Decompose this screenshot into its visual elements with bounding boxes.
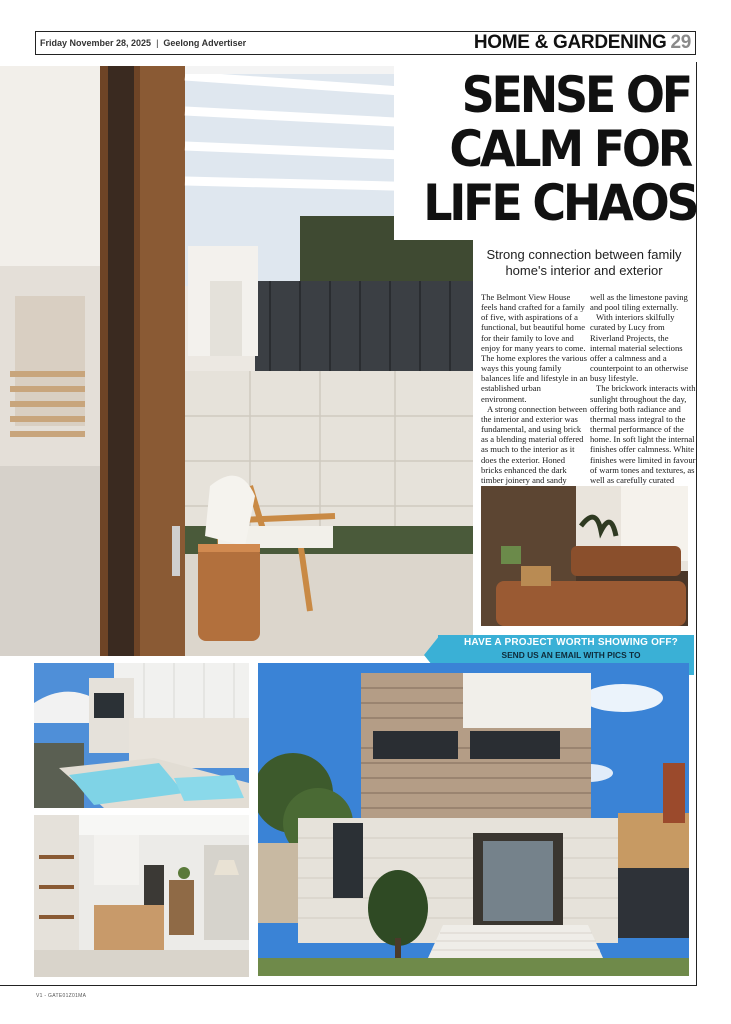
section-title bbox=[474, 32, 695, 54]
body-column-2 bbox=[590, 292, 696, 495]
masthead-separator: | bbox=[156, 38, 159, 48]
headline-line-2: CALM FOR bbox=[449, 120, 690, 178]
body-paragraph: A strong connection between the interior and exterior was fundamental, and using brick as a blending material offered as much to the interior as it does the exterior. Honed bricks enhanced the dark timber joinery and sandy bbox=[481, 403, 587, 485]
callout-headline: HAVE A PROJECT WORTH SHOWING OFF? bbox=[463, 637, 678, 648]
masthead bbox=[35, 31, 696, 55]
issue-date: Friday November 28, 2025 bbox=[40, 38, 152, 48]
photo-kitchen bbox=[34, 815, 249, 977]
living-room-illustration bbox=[481, 486, 688, 626]
headline-line-1: SENSE OF bbox=[461, 66, 690, 124]
page-footer-code: V1 - GATE01Z01MA bbox=[36, 993, 87, 999]
headline-block bbox=[394, 62, 696, 240]
standfirst: Strong connection between family home's interior and exterior bbox=[486, 247, 682, 278]
body-paragraph: With interiors skilfully curated by Lucy from Riverland Projects, the internal material selections offer a calmness and a counterpoint to an otherwise busy lifestyle. bbox=[590, 312, 689, 384]
kitchen-illustration bbox=[34, 815, 249, 977]
body-paragraph: The brickwork interacts with sunlight throughout the day, offering both radiance and thermal mass integral to the thermal performance of the home. In soft light the internal finishes offer calmness. White finishes were limited in favour of warm tones and textures, as well as carefully curated bbox=[590, 383, 696, 485]
body-column-1 bbox=[481, 292, 588, 505]
facade-illustration bbox=[258, 663, 689, 976]
callout-instruction: SEND US AN EMAIL WITH PICS TO bbox=[501, 650, 641, 660]
photo-facade bbox=[258, 663, 689, 976]
headline-line-3: LIFE CHAOS bbox=[423, 174, 697, 232]
section-label: HOME & GARDENING bbox=[473, 32, 667, 53]
page-number: 29 bbox=[670, 32, 691, 53]
photo-living-room bbox=[481, 486, 688, 626]
body-paragraph: The Belmont View House feels hand crafted for a family of five, with aspirations of a functional, but beautiful home for their family to love and enjoy for many years to come. The home explores the various ways this young family balances life and lifestyle in an established urban environment. bbox=[481, 292, 588, 404]
pool-illustration bbox=[34, 663, 249, 808]
photo-pool bbox=[34, 663, 249, 808]
body-paragraph: well as the limestone paving and pool tiling externally. bbox=[590, 292, 688, 313]
paper-name: Geelong Advertiser bbox=[163, 38, 247, 48]
